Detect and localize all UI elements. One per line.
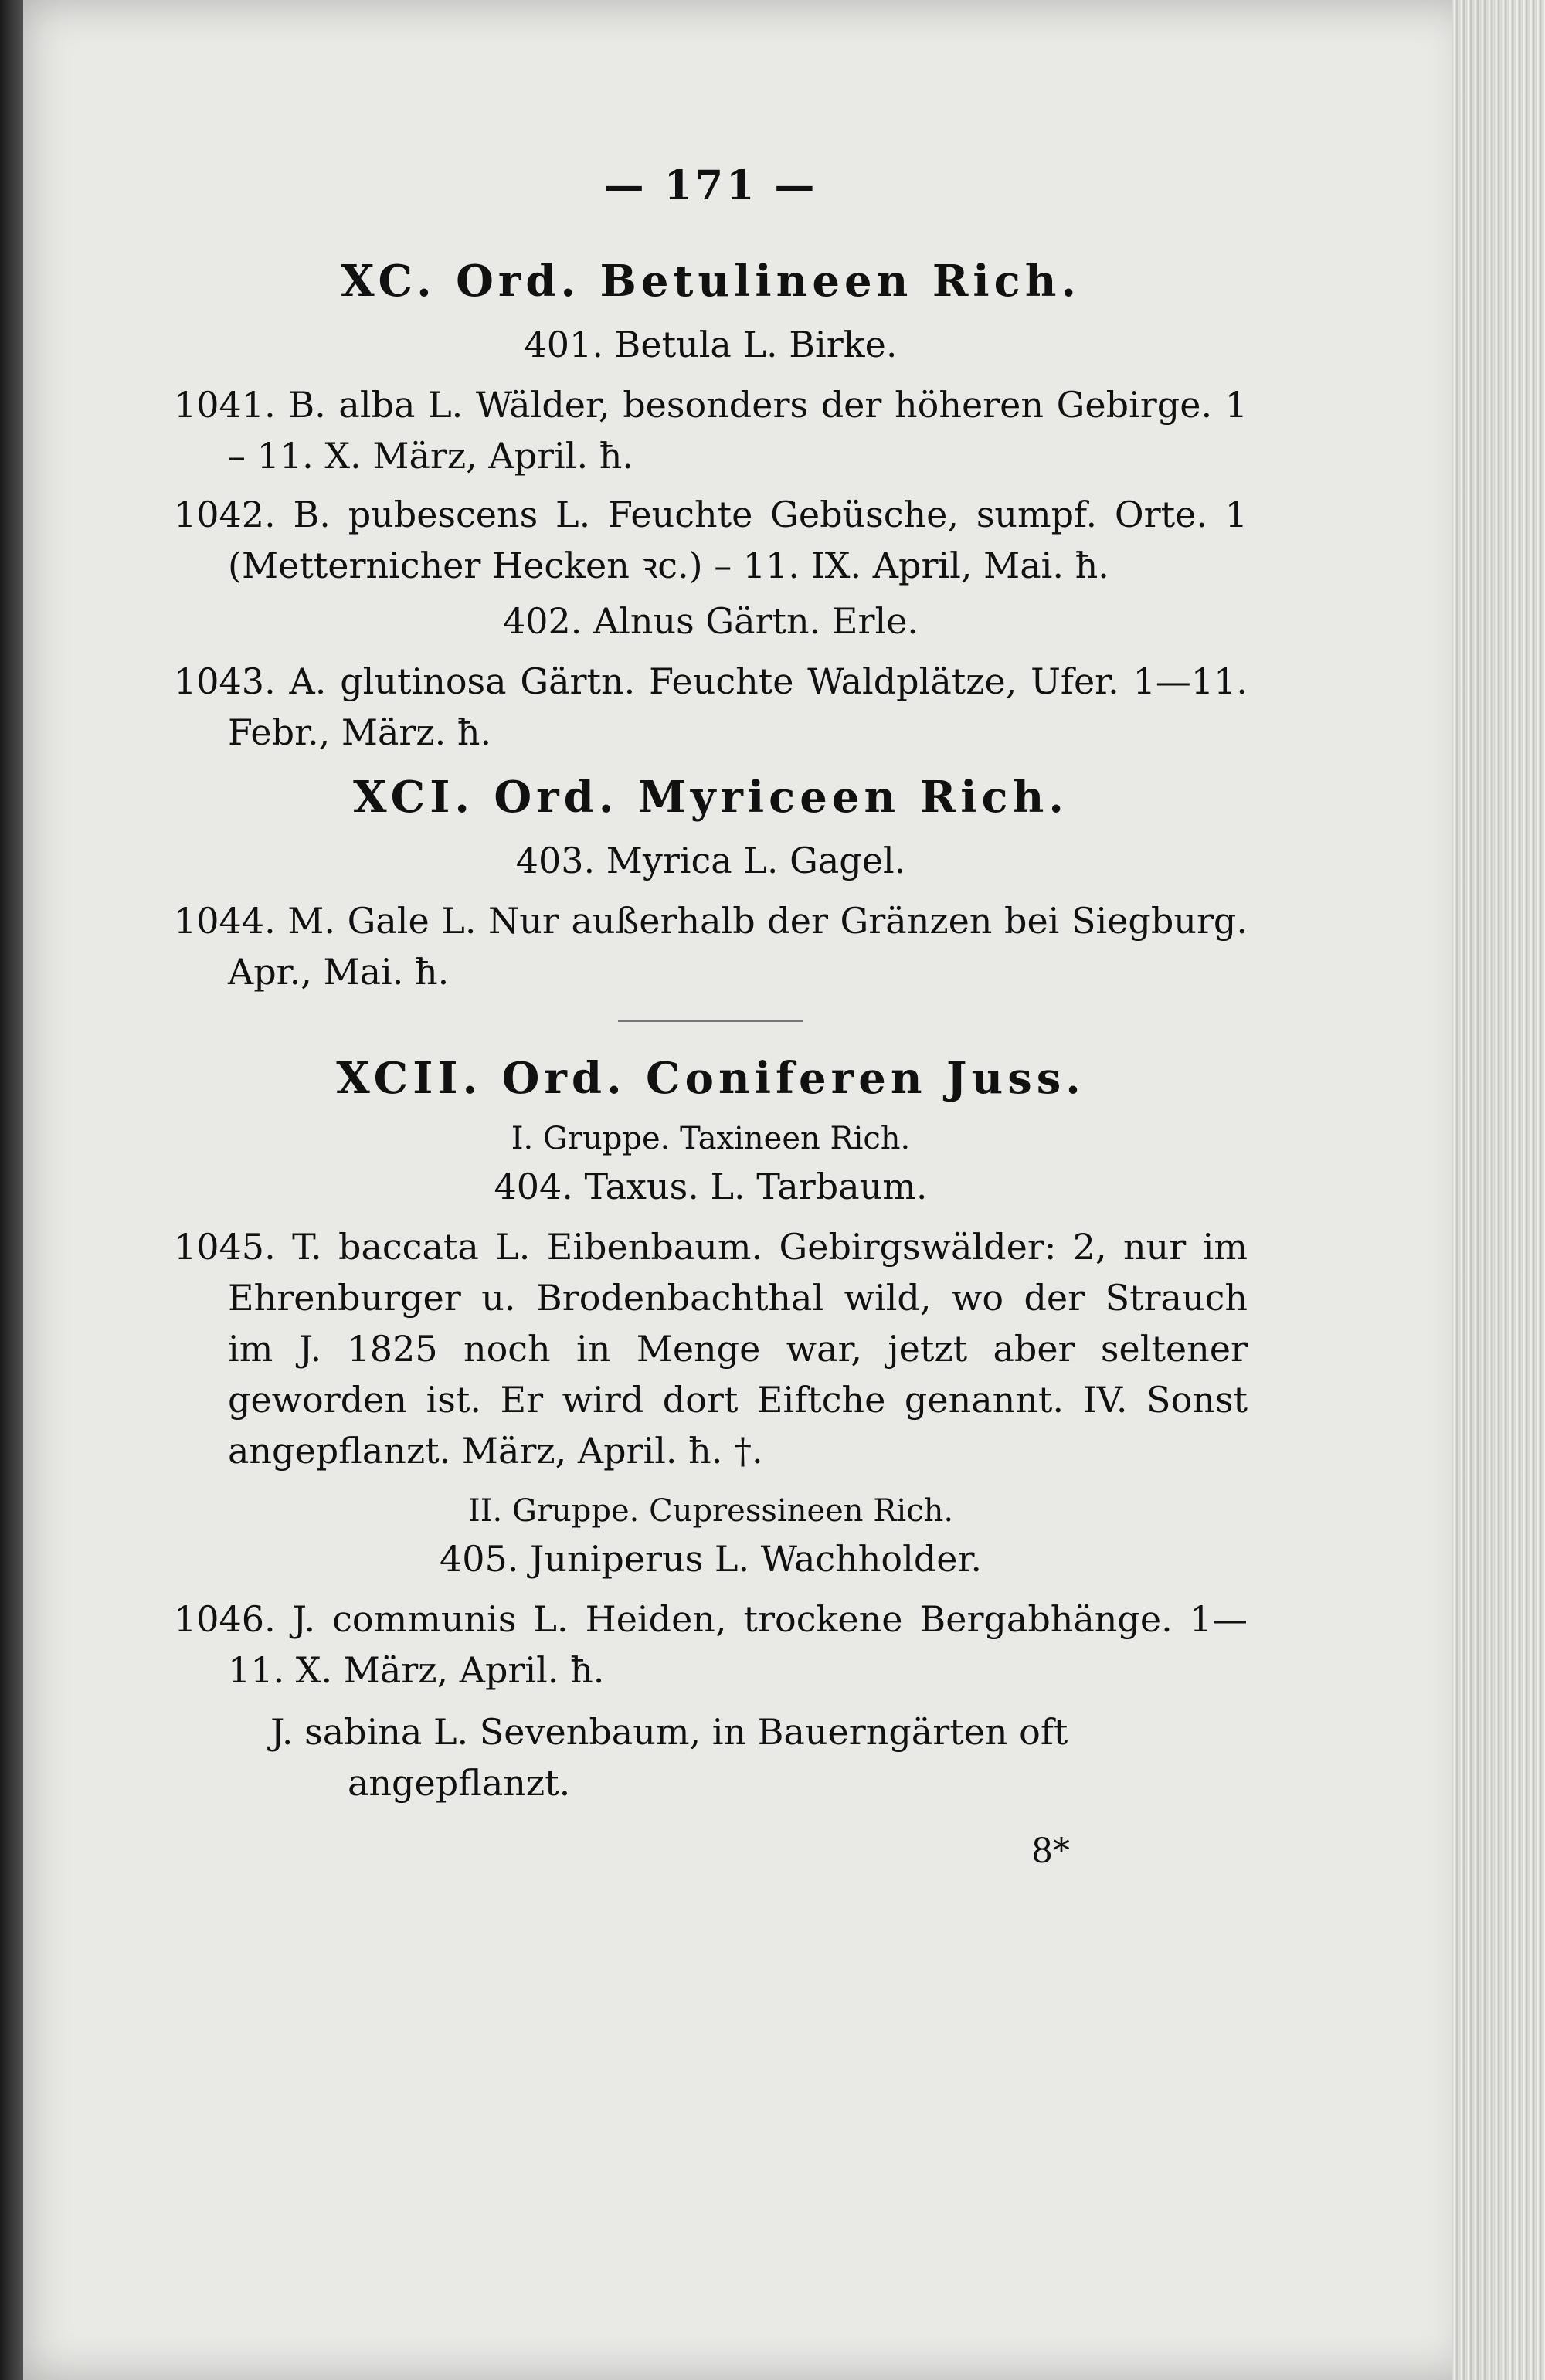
genus-heading-405: 405. Juniperus L. Wachholder. bbox=[439, 1538, 983, 1580]
page-edges bbox=[1452, 0, 1545, 2380]
species-entry-1044: 1044. M. Gale L. Nur außerhalb der Gränzen bei Siegburg. Apr., Mai. ħ. bbox=[174, 900, 1248, 993]
group-heading-1: I. Gruppe. Taxineen Rich. bbox=[511, 1121, 911, 1156]
species-entry-1046: 1046. J. communis L. Heiden, trockene Bergabhänge. 1—11. X. März, April. ħ. bbox=[174, 1598, 1248, 1691]
species-entry-sabina: J. sabina L. Sevenbaum, in Bauerngärten oft angepflanzt. bbox=[270, 1711, 1068, 1804]
section-divider bbox=[618, 1020, 803, 1022]
species-entry-1045: 1045. T. baccata L. Eibenbaum. Gebirgswälder: 2, nur im Ehrenburger u. Brodenbachthal wild, wo der Strauch im J. 1825 noch in Menge war, jetzt aber seltener geworden ist. Er wird dort Eiftche genannt. IV. Sonst angepflanzt. März, April. ħ. †. bbox=[174, 1226, 1248, 1472]
book-page bbox=[23, 0, 1475, 2380]
order-heading-xci: XCI. Ord. Myriceen Rich. bbox=[353, 772, 1068, 823]
printer-signature: 8* bbox=[1031, 1832, 1070, 1871]
species-entry-1042: 1042. B. pubescens L. Feuchte Gebüsche, sumpf. Orte. 1 (Metternicher Hecken ꝛc.) – 11. IX. April, Mai. ħ. bbox=[174, 494, 1248, 586]
genus-heading-402: 402. Alnus Gärtn. Erle. bbox=[502, 600, 919, 642]
order-heading-xc: XC. Ord. Betulineen Rich. bbox=[341, 256, 1081, 307]
page-content bbox=[174, 162, 1248, 1871]
species-entry-1043: 1043. A. glutinosa Gärtn. Feuchte Waldplätze, Ufer. 1—11. Febr., März. ħ. bbox=[174, 660, 1248, 753]
group-heading-2: II. Gruppe. Cupressineen Rich. bbox=[467, 1493, 954, 1529]
genus-heading-404: 404. Taxus. L. Tarbaum. bbox=[494, 1166, 928, 1207]
book-gutter-shadow bbox=[0, 0, 26, 2380]
genus-heading-401: 401. Betula L. Birke. bbox=[524, 324, 898, 365]
genus-heading-403: 403. Myrica L. Gagel. bbox=[515, 840, 906, 881]
order-heading-xcii: XCII. Ord. Coniferen Juss. bbox=[336, 1053, 1085, 1104]
page-number: — 171 — bbox=[603, 162, 818, 209]
species-entry-1041: 1041. B. alba L. Wälder, besonders der höheren Gebirge. 1 – 11. X. März, April. ħ. bbox=[174, 384, 1248, 477]
